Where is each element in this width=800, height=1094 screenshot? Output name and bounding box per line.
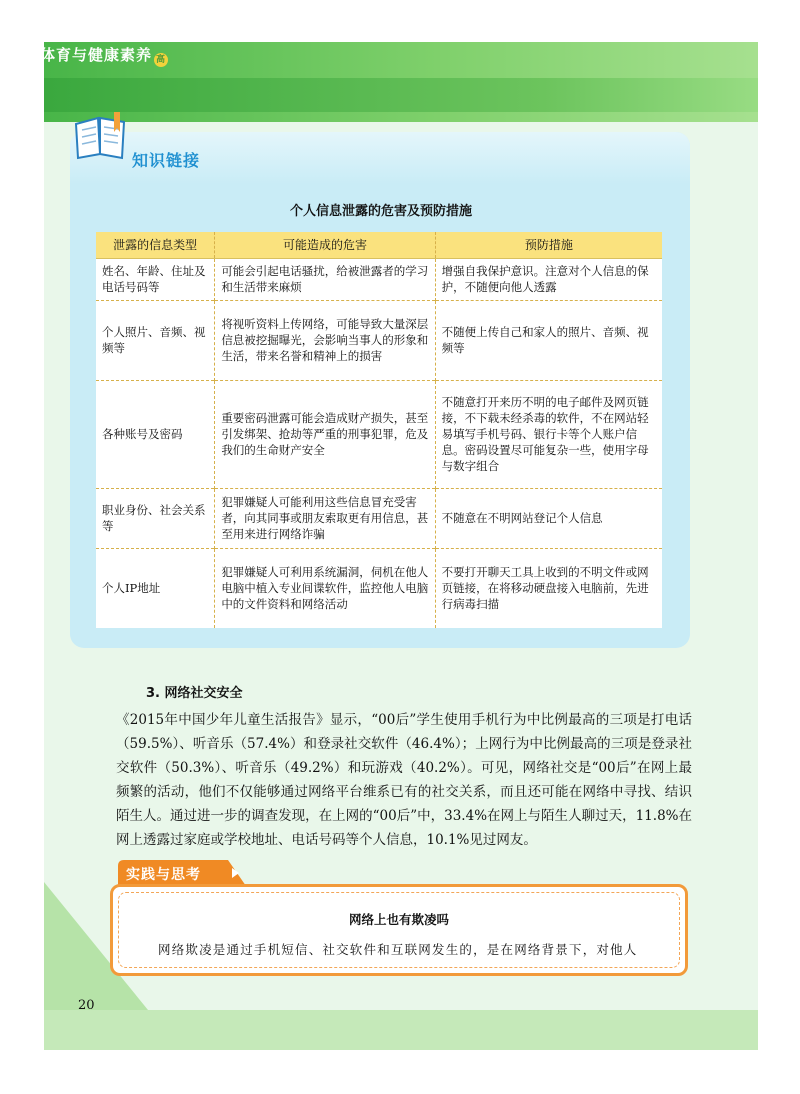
column-header-harm: 可能造成的危害 [215, 232, 435, 258]
cell-prevention: 不要打开聊天工具上收到的不明文件或网页链接，在将移动硬盘接入电脑前，先进行病毒扫描 [435, 548, 662, 628]
footer-band [44, 1010, 758, 1050]
cell-harm: 犯罪嫌疑人可利用系统漏洞，伺机在他人电脑中植入专业间谍软件，监控他人电脑中的文件资料和网络活动 [215, 548, 435, 628]
column-header-type: 泄露的信息类型 [96, 232, 215, 258]
cell-prevention: 不随意在不明网站登记个人信息 [435, 488, 662, 548]
cell-harm: 犯罪嫌疑人可能利用这些信息冒充受害者，向其同事或朋友索取更有用信息，甚至用来进行网络诈骗 [215, 488, 435, 548]
table-row [96, 300, 662, 380]
practice-title: 网络上也有欺凌吗 [348, 912, 449, 927]
section-paragraph: 《2015年中国少年儿童生活报告》显示，“00后”学生使用手机行为中比例最高的三项是打电话（59.5%）、听音乐（57.4%）和登录社交软件（46.4%）；上网行为中比例最高的三项是登录社交软件（50.3%）、听音乐（49.2%）和玩游戏（40.2%）。可见，网络社交是“00后”在网上最频繁的活动，他们不仅能够通过网络平台维系已有的社交关系，而且还可能在网络中寻找、结识陌生人。通过进一步的调查发现，在上网的“00后”中，33.4%在网上与陌生人聊过天，11.8%在网上透露过家庭或学校地址、电话号码等个人信息，10.1%见过网友。 [116, 712, 692, 848]
section-heading: 3. 网络社交安全 [146, 686, 243, 701]
cell-type: 姓名、年龄、住址及电话号码等 [96, 258, 215, 300]
table-row [96, 258, 662, 300]
table-title: 个人信息泄露的危害及预防措施 [289, 204, 472, 219]
cell-prevention: 不随便上传自己和家人的照片、音频、视频等 [435, 300, 662, 380]
practice-label: 实践与思考 [126, 867, 201, 883]
column-header-prevention: 预防措施 [435, 232, 662, 258]
cell-harm: 可能会引起电话骚扰，给被泄露者的学习和生活带来麻烦 [215, 258, 435, 300]
table-row [96, 488, 662, 548]
info-leak-table [96, 232, 662, 628]
header-stripe [44, 78, 758, 112]
knowledge-link-title: 知识链接 [132, 151, 201, 170]
cell-type: 职业身份、社会关系等 [96, 488, 215, 548]
cell-type: 个人照片、音频、视频等 [96, 300, 215, 380]
cell-prevention: 不随意打开来历不明的电子邮件及网页链接，不下载未经杀毒的软件，不在网站轻易填写手机号码、银行卡等个人账户信息。密码设置尽可能复杂一些，使用字母与数字组合 [435, 380, 662, 488]
table-header-row [96, 232, 662, 258]
page-number: 20 [78, 998, 95, 1013]
table-row [96, 380, 662, 488]
badge-icon: 高 [156, 55, 167, 65]
cell-type: 各种账号及密码 [96, 380, 215, 488]
book-title [40, 44, 168, 67]
cell-prevention: 增强自我保护意识。注意对个人信息的保护，不随便向他人透露 [435, 258, 662, 300]
table-row [96, 548, 662, 628]
cell-harm: 将视听资料上传网络，可能导致大量深层信息被挖掘曝光，会影响当事人的形象和生活，带来名誉和精神上的损害 [215, 300, 435, 380]
cell-harm: 重要密码泄露可能会造成财产损失，甚至引发绑架、抢劫等严重的刑事犯罪，危及我们的生命财产安全 [215, 380, 435, 488]
cell-type: 个人IP地址 [96, 548, 215, 628]
notebook-icon [70, 110, 130, 164]
book-title-text: 体育与健康素养 [40, 46, 153, 64]
practice-text: 网络欺凌是通过手机短信、社交软件和互联网发生的，是在网络背景下，对他人 [158, 942, 638, 957]
